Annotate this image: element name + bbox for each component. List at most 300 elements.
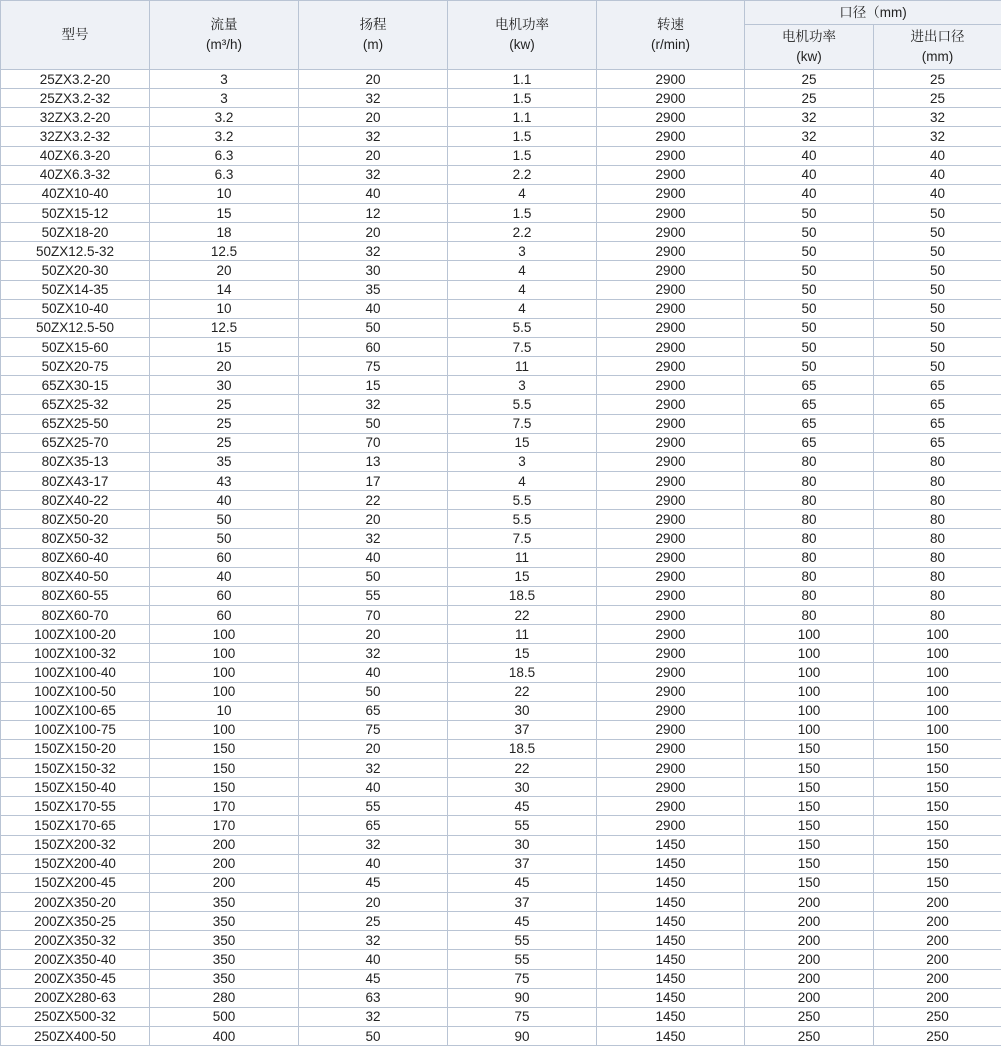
cell-flow: 100 (150, 720, 299, 739)
cell-model: 80ZX50-20 (1, 510, 150, 529)
cell-diameter-power: 100 (745, 701, 874, 720)
cell-model: 50ZX14-35 (1, 280, 150, 299)
cell-power: 11 (448, 548, 597, 567)
cell-diameter-inlet: 40 (874, 184, 1001, 203)
cell-flow: 20 (150, 357, 299, 376)
table-row (1, 299, 1001, 318)
cell-power: 75 (448, 969, 597, 988)
table-row (1, 280, 1001, 299)
cell-head: 40 (299, 778, 448, 797)
cell-speed: 2900 (597, 280, 745, 299)
cell-diameter-power: 200 (745, 988, 874, 1007)
cell-diameter-power: 80 (745, 605, 874, 624)
cell-diameter-power: 80 (745, 491, 874, 510)
cell-diameter-power: 100 (745, 682, 874, 701)
cell-head: 32 (299, 1007, 448, 1026)
cell-diameter-inlet: 200 (874, 969, 1001, 988)
cell-head: 50 (299, 567, 448, 586)
cell-power: 18.5 (448, 663, 597, 682)
cell-diameter-inlet: 40 (874, 146, 1001, 165)
cell-power: 4 (448, 471, 597, 490)
cell-head: 50 (299, 318, 448, 337)
table-row (1, 816, 1001, 835)
header-diameter: 口径（mm) (745, 1, 1001, 25)
cell-power: 11 (448, 625, 597, 644)
table-row (1, 433, 1001, 452)
table-row (1, 223, 1001, 242)
cell-model: 200ZX350-40 (1, 950, 150, 969)
cell-model: 50ZX15-12 (1, 203, 150, 222)
cell-flow: 280 (150, 988, 299, 1007)
cell-diameter-power: 50 (745, 280, 874, 299)
cell-head: 20 (299, 739, 448, 758)
cell-diameter-power: 25 (745, 89, 874, 108)
cell-speed: 1450 (597, 912, 745, 931)
cell-model: 40ZX10-40 (1, 184, 150, 203)
cell-head: 20 (299, 70, 448, 89)
cell-speed: 2900 (597, 663, 745, 682)
cell-head: 50 (299, 682, 448, 701)
cell-speed: 2900 (597, 146, 745, 165)
cell-speed: 2900 (597, 261, 745, 280)
cell-head: 22 (299, 491, 448, 510)
cell-model: 40ZX6.3-32 (1, 165, 150, 184)
cell-model: 32ZX3.2-20 (1, 108, 150, 127)
cell-speed: 1450 (597, 1007, 745, 1026)
cell-model: 100ZX100-32 (1, 644, 150, 663)
cell-power: 7.5 (448, 414, 597, 433)
cell-power: 22 (448, 605, 597, 624)
header-head: 扬程 (m) (299, 1, 448, 70)
cell-diameter-power: 65 (745, 376, 874, 395)
header-flow: 流量 (m³/h) (150, 1, 299, 70)
cell-head: 65 (299, 701, 448, 720)
cell-head: 32 (299, 89, 448, 108)
cell-diameter-inlet: 250 (874, 1007, 1001, 1026)
cell-diameter-inlet: 250 (874, 1027, 1001, 1046)
cell-head: 20 (299, 146, 448, 165)
table-row (1, 682, 1001, 701)
cell-speed: 2900 (597, 357, 745, 376)
cell-speed: 2900 (597, 299, 745, 318)
cell-speed: 2900 (597, 529, 745, 548)
cell-model: 50ZX15-60 (1, 337, 150, 356)
cell-model: 25ZX3.2-20 (1, 70, 150, 89)
cell-power: 7.5 (448, 337, 597, 356)
cell-speed: 2900 (597, 471, 745, 490)
header-speed: 转速 (r/min) (597, 1, 745, 70)
cell-power: 5.5 (448, 491, 597, 510)
table-row (1, 529, 1001, 548)
cell-model: 100ZX100-75 (1, 720, 150, 739)
cell-head: 55 (299, 586, 448, 605)
cell-model: 80ZX60-55 (1, 586, 150, 605)
cell-flow: 25 (150, 414, 299, 433)
cell-flow: 25 (150, 433, 299, 452)
cell-diameter-power: 50 (745, 223, 874, 242)
cell-flow: 25 (150, 395, 299, 414)
cell-diameter-power: 150 (745, 854, 874, 873)
cell-head: 32 (299, 759, 448, 778)
cell-power: 4 (448, 184, 597, 203)
cell-diameter-power: 150 (745, 778, 874, 797)
cell-power: 3 (448, 376, 597, 395)
cell-flow: 350 (150, 931, 299, 950)
cell-power: 45 (448, 912, 597, 931)
cell-model: 150ZX200-32 (1, 835, 150, 854)
cell-head: 12 (299, 203, 448, 222)
table-row (1, 376, 1001, 395)
cell-diameter-inlet: 25 (874, 70, 1001, 89)
cell-flow: 12.5 (150, 318, 299, 337)
cell-power: 7.5 (448, 529, 597, 548)
cell-diameter-inlet: 200 (874, 912, 1001, 931)
cell-diameter-inlet: 65 (874, 395, 1001, 414)
cell-head: 17 (299, 471, 448, 490)
cell-model: 65ZX25-32 (1, 395, 150, 414)
table-row (1, 471, 1001, 490)
cell-head: 45 (299, 969, 448, 988)
cell-diameter-power: 50 (745, 299, 874, 318)
cell-diameter-power: 65 (745, 414, 874, 433)
cell-power: 1.5 (448, 89, 597, 108)
cell-model: 150ZX200-40 (1, 854, 150, 873)
cell-power: 5.5 (448, 510, 597, 529)
cell-speed: 2900 (597, 739, 745, 758)
cell-head: 20 (299, 108, 448, 127)
cell-diameter-power: 100 (745, 644, 874, 663)
cell-power: 11 (448, 357, 597, 376)
cell-head: 63 (299, 988, 448, 1007)
cell-head: 55 (299, 797, 448, 816)
cell-diameter-power: 32 (745, 127, 874, 146)
cell-speed: 1450 (597, 835, 745, 854)
cell-flow: 200 (150, 873, 299, 892)
cell-flow: 43 (150, 471, 299, 490)
table-row (1, 1007, 1001, 1026)
cell-model: 65ZX25-70 (1, 433, 150, 452)
cell-flow: 10 (150, 701, 299, 720)
cell-model: 200ZX350-20 (1, 893, 150, 912)
cell-speed: 2900 (597, 644, 745, 663)
cell-speed: 2900 (597, 433, 745, 452)
table-row (1, 739, 1001, 758)
cell-head: 32 (299, 644, 448, 663)
table-row (1, 242, 1001, 261)
cell-diameter-inlet: 200 (874, 950, 1001, 969)
cell-power: 37 (448, 854, 597, 873)
cell-speed: 1450 (597, 969, 745, 988)
cell-flow: 15 (150, 337, 299, 356)
cell-diameter-power: 50 (745, 242, 874, 261)
cell-speed: 2900 (597, 203, 745, 222)
cell-diameter-inlet: 50 (874, 261, 1001, 280)
cell-flow: 170 (150, 797, 299, 816)
cell-model: 150ZX150-32 (1, 759, 150, 778)
cell-head: 13 (299, 452, 448, 471)
cell-diameter-inlet: 100 (874, 682, 1001, 701)
cell-speed: 2900 (597, 605, 745, 624)
table-row (1, 663, 1001, 682)
cell-speed: 2900 (597, 567, 745, 586)
cell-power: 4 (448, 261, 597, 280)
cell-flow: 3 (150, 89, 299, 108)
cell-diameter-power: 150 (745, 759, 874, 778)
cell-diameter-inlet: 80 (874, 567, 1001, 586)
cell-power: 55 (448, 931, 597, 950)
cell-power: 75 (448, 1007, 597, 1026)
cell-diameter-inlet: 80 (874, 471, 1001, 490)
cell-model: 200ZX350-45 (1, 969, 150, 988)
table-row (1, 969, 1001, 988)
cell-diameter-inlet: 25 (874, 89, 1001, 108)
cell-diameter-inlet: 80 (874, 529, 1001, 548)
cell-head: 30 (299, 261, 448, 280)
cell-diameter-power: 150 (745, 873, 874, 892)
cell-power: 30 (448, 701, 597, 720)
cell-speed: 2900 (597, 395, 745, 414)
cell-model: 25ZX3.2-32 (1, 89, 150, 108)
cell-flow: 14 (150, 280, 299, 299)
cell-diameter-inlet: 200 (874, 893, 1001, 912)
cell-flow: 60 (150, 605, 299, 624)
cell-flow: 20 (150, 261, 299, 280)
cell-diameter-power: 50 (745, 261, 874, 280)
cell-model: 200ZX350-32 (1, 931, 150, 950)
cell-head: 40 (299, 184, 448, 203)
cell-diameter-power: 40 (745, 184, 874, 203)
cell-power: 90 (448, 1027, 597, 1046)
cell-flow: 100 (150, 644, 299, 663)
cell-model: 50ZX12.5-50 (1, 318, 150, 337)
cell-speed: 2900 (597, 414, 745, 433)
cell-flow: 200 (150, 854, 299, 873)
cell-speed: 2900 (597, 778, 745, 797)
cell-diameter-inlet: 150 (874, 797, 1001, 816)
cell-speed: 1450 (597, 988, 745, 1007)
cell-power: 15 (448, 433, 597, 452)
cell-diameter-inlet: 40 (874, 165, 1001, 184)
cell-speed: 2900 (597, 701, 745, 720)
cell-diameter-power: 50 (745, 203, 874, 222)
cell-speed: 2900 (597, 759, 745, 778)
table-row (1, 203, 1001, 222)
table-row (1, 127, 1001, 146)
cell-diameter-power: 80 (745, 529, 874, 548)
table-row (1, 1027, 1001, 1046)
cell-power: 90 (448, 988, 597, 1007)
cell-diameter-inlet: 50 (874, 223, 1001, 242)
table-row (1, 931, 1001, 950)
table-row (1, 912, 1001, 931)
cell-model: 50ZX20-75 (1, 357, 150, 376)
cell-diameter-inlet: 150 (874, 854, 1001, 873)
cell-diameter-power: 50 (745, 357, 874, 376)
cell-head: 75 (299, 357, 448, 376)
cell-power: 1.5 (448, 146, 597, 165)
cell-head: 40 (299, 854, 448, 873)
table-row (1, 625, 1001, 644)
header-power: 电机功率 (kw) (448, 1, 597, 70)
cell-power: 4 (448, 299, 597, 318)
cell-head: 35 (299, 280, 448, 299)
cell-head: 40 (299, 548, 448, 567)
cell-diameter-power: 100 (745, 625, 874, 644)
cell-model: 250ZX400-50 (1, 1027, 150, 1046)
cell-head: 75 (299, 720, 448, 739)
table-row (1, 548, 1001, 567)
cell-diameter-inlet: 100 (874, 663, 1001, 682)
cell-diameter-inlet: 100 (874, 701, 1001, 720)
cell-diameter-power: 150 (745, 816, 874, 835)
cell-model: 150ZX170-65 (1, 816, 150, 835)
cell-diameter-inlet: 65 (874, 376, 1001, 395)
cell-flow: 100 (150, 625, 299, 644)
cell-flow: 3.2 (150, 127, 299, 146)
cell-power: 5.5 (448, 395, 597, 414)
cell-power: 45 (448, 873, 597, 892)
cell-diameter-power: 40 (745, 165, 874, 184)
cell-flow: 6.3 (150, 146, 299, 165)
cell-diameter-inlet: 150 (874, 759, 1001, 778)
table-row (1, 70, 1001, 89)
table-row (1, 395, 1001, 414)
cell-head: 40 (299, 950, 448, 969)
cell-speed: 2900 (597, 797, 745, 816)
cell-head: 45 (299, 873, 448, 892)
cell-speed: 2900 (597, 70, 745, 89)
cell-diameter-power: 250 (745, 1027, 874, 1046)
cell-power: 1.1 (448, 108, 597, 127)
table-row (1, 893, 1001, 912)
cell-model: 80ZX43-17 (1, 471, 150, 490)
table-row (1, 337, 1001, 356)
cell-flow: 15 (150, 203, 299, 222)
cell-diameter-inlet: 150 (874, 739, 1001, 758)
header-model: 型号 (1, 1, 150, 70)
cell-model: 100ZX100-65 (1, 701, 150, 720)
cell-flow: 35 (150, 452, 299, 471)
cell-power: 3 (448, 452, 597, 471)
cell-diameter-power: 150 (745, 835, 874, 854)
cell-diameter-power: 80 (745, 510, 874, 529)
cell-diameter-power: 80 (745, 567, 874, 586)
cell-model: 32ZX3.2-32 (1, 127, 150, 146)
cell-head: 20 (299, 510, 448, 529)
table-row (1, 184, 1001, 203)
cell-diameter-power: 25 (745, 70, 874, 89)
cell-speed: 2900 (597, 682, 745, 701)
cell-model: 150ZX170-55 (1, 797, 150, 816)
cell-model: 150ZX150-40 (1, 778, 150, 797)
table-row (1, 835, 1001, 854)
cell-speed: 1450 (597, 854, 745, 873)
cell-power: 2.2 (448, 165, 597, 184)
cell-power: 15 (448, 644, 597, 663)
cell-head: 60 (299, 337, 448, 356)
cell-diameter-inlet: 80 (874, 452, 1001, 471)
cell-head: 65 (299, 816, 448, 835)
table-row (1, 567, 1001, 586)
cell-model: 100ZX100-50 (1, 682, 150, 701)
cell-speed: 2900 (597, 452, 745, 471)
table-row (1, 89, 1001, 108)
cell-model: 50ZX18-20 (1, 223, 150, 242)
cell-flow: 150 (150, 739, 299, 758)
table-row (1, 854, 1001, 873)
cell-speed: 1450 (597, 931, 745, 950)
cell-diameter-power: 200 (745, 969, 874, 988)
cell-model: 80ZX50-32 (1, 529, 150, 548)
cell-diameter-power: 200 (745, 950, 874, 969)
cell-model: 100ZX100-20 (1, 625, 150, 644)
cell-diameter-inlet: 150 (874, 778, 1001, 797)
cell-head: 20 (299, 625, 448, 644)
table-row (1, 644, 1001, 663)
cell-speed: 1450 (597, 950, 745, 969)
cell-flow: 350 (150, 969, 299, 988)
cell-flow: 150 (150, 759, 299, 778)
cell-power: 37 (448, 893, 597, 912)
cell-model: 150ZX200-45 (1, 873, 150, 892)
cell-flow: 10 (150, 184, 299, 203)
cell-flow: 100 (150, 663, 299, 682)
cell-diameter-inlet: 65 (874, 433, 1001, 452)
cell-model: 100ZX100-40 (1, 663, 150, 682)
table-row (1, 797, 1001, 816)
cell-diameter-power: 65 (745, 395, 874, 414)
cell-diameter-power: 200 (745, 893, 874, 912)
table-row (1, 146, 1001, 165)
cell-flow: 150 (150, 778, 299, 797)
cell-head: 32 (299, 165, 448, 184)
cell-speed: 1450 (597, 893, 745, 912)
cell-head: 20 (299, 223, 448, 242)
table-row (1, 452, 1001, 471)
cell-power: 2.2 (448, 223, 597, 242)
cell-diameter-inlet: 80 (874, 586, 1001, 605)
cell-head: 25 (299, 912, 448, 931)
cell-flow: 200 (150, 835, 299, 854)
cell-diameter-inlet: 50 (874, 203, 1001, 222)
cell-flow: 18 (150, 223, 299, 242)
cell-speed: 2900 (597, 816, 745, 835)
cell-flow: 350 (150, 950, 299, 969)
cell-diameter-power: 250 (745, 1007, 874, 1026)
cell-head: 40 (299, 663, 448, 682)
cell-flow: 10 (150, 299, 299, 318)
cell-model: 80ZX40-50 (1, 567, 150, 586)
cell-diameter-inlet: 50 (874, 242, 1001, 261)
cell-speed: 2900 (597, 337, 745, 356)
cell-head: 50 (299, 1027, 448, 1046)
table-row (1, 261, 1001, 280)
cell-model: 200ZX280-63 (1, 988, 150, 1007)
cell-head: 15 (299, 376, 448, 395)
cell-power: 5.5 (448, 318, 597, 337)
cell-head: 70 (299, 433, 448, 452)
table-row (1, 491, 1001, 510)
cell-flow: 50 (150, 510, 299, 529)
cell-flow: 40 (150, 567, 299, 586)
header-diameter-motor-power: 电机功率 (kw) (745, 25, 874, 70)
cell-speed: 2900 (597, 625, 745, 644)
cell-diameter-power: 50 (745, 318, 874, 337)
table-row (1, 586, 1001, 605)
cell-diameter-power: 80 (745, 471, 874, 490)
cell-diameter-power: 200 (745, 931, 874, 950)
cell-flow: 500 (150, 1007, 299, 1026)
